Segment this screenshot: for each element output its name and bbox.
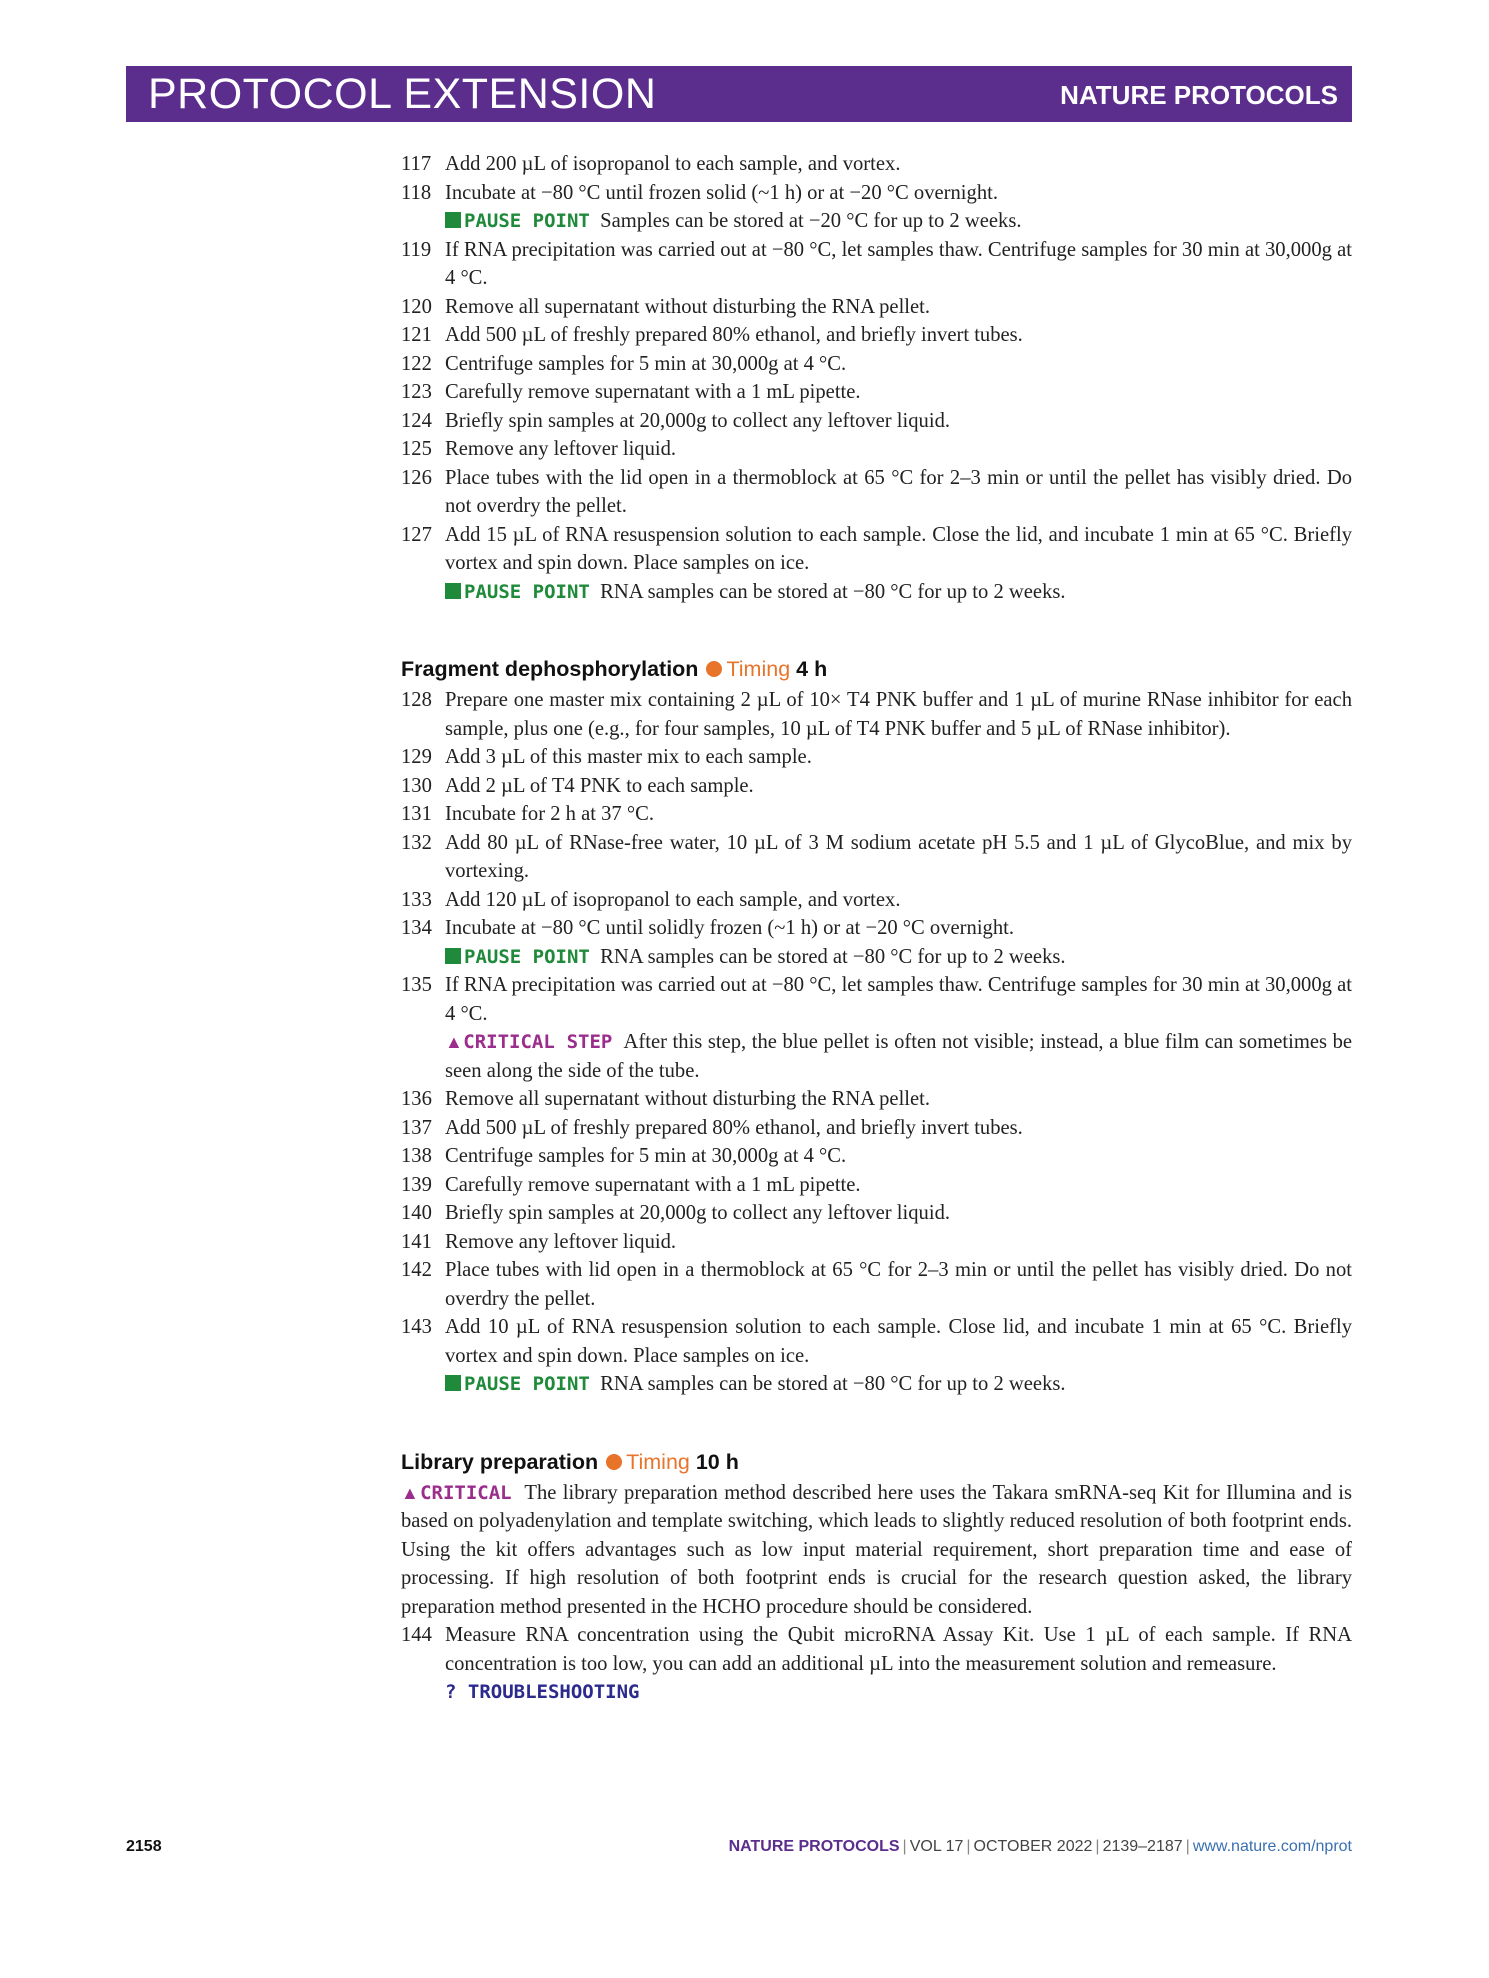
protocol-step xyxy=(401,914,1352,943)
header-banner xyxy=(126,66,1352,122)
step-text: Centrifuge samples for 5 min at 30,000g at 4 °C. xyxy=(445,352,847,375)
step-number: 137 xyxy=(401,1116,432,1139)
step-text: Add 200 µL of isopropanol to each sample, and vortex. xyxy=(445,153,901,175)
triangle-warning-icon: ▲ xyxy=(401,1482,421,1503)
protocol-step xyxy=(401,521,1352,578)
timing-dot-icon xyxy=(606,1454,622,1470)
protocol-step xyxy=(401,743,1352,772)
step-number: 119 xyxy=(401,238,432,261)
pause-square-icon xyxy=(445,583,461,599)
step-text: Measure RNA concentration using the Qubit microRNA Assay Kit. Use 1 µL of each sample. If RNA concentration is too low, you can add an additional µL into the measurement solution and remeasure. xyxy=(445,1624,1352,1675)
step-text: Add 500 µL of freshly prepared 80% ethanol, and briefly invert tubes. xyxy=(445,1116,1023,1139)
steps-128-134 xyxy=(401,686,1352,943)
step-number: 132 xyxy=(401,831,432,854)
step-text: If RNA precipitation was carried out at −80 °C, let samples thaw. Centrifuge samples for 30 min at 30,000g at 4 °C. xyxy=(445,974,1352,1025)
step-number: 142 xyxy=(401,1259,432,1281)
protocol-step xyxy=(401,1085,1352,1114)
step-text: Remove all supernatant without disturbing the RNA pellet. xyxy=(445,295,931,318)
step-number: 133 xyxy=(401,888,432,911)
step-text: Incubate for 2 h at 37 °C. xyxy=(445,803,654,825)
step-number: 118 xyxy=(401,181,432,204)
timing-dot-icon xyxy=(706,661,722,677)
steps-136-143 xyxy=(401,1085,1352,1370)
step-number: 126 xyxy=(401,466,432,489)
step-text: Place tubes with the lid open in a thermoblock at 65 °C for 2–3 min or until the pellet has visibly dried. Do not overdry the pellet. xyxy=(445,466,1352,517)
step-number: 124 xyxy=(401,409,432,432)
timing-value: 10 h xyxy=(695,1449,739,1474)
protocol-step xyxy=(401,829,1352,886)
journal-name: NATURE PROTOCOLS xyxy=(1060,80,1338,110)
step-text: Remove any leftover liquid. xyxy=(445,1230,677,1253)
step-number: 123 xyxy=(401,381,432,403)
step-number: 128 xyxy=(401,689,432,711)
critical-label: CRITICAL xyxy=(420,1481,512,1504)
steps-117-118 xyxy=(401,150,1352,207)
step-number: 139 xyxy=(401,1173,432,1196)
step-text: Remove all supernatant without disturbing the RNA pellet. xyxy=(445,1088,931,1110)
protocol-step xyxy=(401,800,1352,829)
section-heading-library-preparation xyxy=(401,1447,1352,1477)
protocol-step xyxy=(401,886,1352,915)
pause-square-icon xyxy=(445,1375,461,1391)
step-text: Incubate at −80 °C until frozen solid (~1 h) or at −20 °C overnight. xyxy=(445,181,998,204)
step-text: Add 80 µL of RNase-free water, 10 µL of 3 M sodium acetate pH 5.5 and 1 µL of GlycoBlue, and mix by vortexing. xyxy=(445,831,1352,882)
step-text: Prepare one master mix containing 2 µL of 10× T4 PNK buffer and 1 µL of murine RNase inhibitor for each sample, plus one (e.g., for four samples, 10 µL of T4 PNK buffer and 5 µL of RNase inhibitor). xyxy=(445,689,1352,740)
footer-pages: 2139–2187 xyxy=(1102,1838,1183,1855)
step-number: 125 xyxy=(401,438,432,460)
step-number: 138 xyxy=(401,1145,432,1167)
step-text: Add 15 µL of RNA resuspension solution to each sample. Close the lid, and incubate 1 min at 65 °C. Briefly vortex and spin down. Place samples on ice. xyxy=(445,523,1352,574)
protocol-step xyxy=(401,378,1352,407)
footer-date: OCTOBER 2022 xyxy=(973,1838,1093,1855)
pause-point-note xyxy=(401,943,1352,972)
protocol-step xyxy=(401,1228,1352,1257)
protocol-content xyxy=(401,150,1352,1707)
triangle-warning-icon: ▲ xyxy=(445,1032,464,1052)
step-text: Briefly spin samples at 20,000g to collect any leftover liquid. xyxy=(445,409,951,432)
step-text: Add 3 µL of this master mix to each sample. xyxy=(445,746,812,768)
pause-point-text: RNA samples can be stored at −80 °C for up to 2 weeks. xyxy=(600,945,1066,968)
step-number: 117 xyxy=(401,153,432,175)
timing-label: Timing xyxy=(626,1449,690,1474)
pause-point-text: Samples can be stored at −20 °C for up to 2 weeks. xyxy=(600,210,1022,232)
protocol-step xyxy=(401,1621,1352,1678)
protocol-step xyxy=(401,1256,1352,1313)
protocol-step xyxy=(401,772,1352,801)
protocol-step xyxy=(401,293,1352,322)
pause-square-icon xyxy=(445,212,461,228)
step-text: Carefully remove supernatant with a 1 mL pipette. xyxy=(445,1173,861,1196)
section-title: Library preparation xyxy=(401,1449,599,1474)
footer-separator: | xyxy=(902,1838,907,1855)
protocol-step xyxy=(401,1199,1352,1228)
protocol-step xyxy=(401,1313,1352,1370)
footer-journal: NATURE PROTOCOLS xyxy=(728,1838,900,1855)
step-number: 143 xyxy=(401,1316,432,1338)
troubleshooting-note xyxy=(401,1678,1352,1707)
protocol-step xyxy=(401,464,1352,521)
footer-separator: | xyxy=(966,1838,971,1855)
critical-note xyxy=(401,1479,1352,1622)
step-text: Add 2 µL of T4 PNK to each sample. xyxy=(445,774,754,797)
step-number: 121 xyxy=(401,324,432,346)
troubleshooting-link[interactable]: ? TROUBLESHOOTING xyxy=(445,1681,640,1703)
step-text: Briefly spin samples at 20,000g to collect any leftover liquid. xyxy=(445,1202,951,1224)
step-number: 134 xyxy=(401,917,432,939)
step-text: Carefully remove supernatant with a 1 mL pipette. xyxy=(445,381,861,403)
protocol-step xyxy=(401,1114,1352,1143)
pause-point-label: PAUSE POINT xyxy=(464,945,590,968)
timing-label: Timing xyxy=(726,657,791,681)
protocol-step xyxy=(401,1171,1352,1200)
step-number: 136 xyxy=(401,1088,432,1110)
step-number: 127 xyxy=(401,523,432,546)
pause-square-icon xyxy=(445,948,461,964)
protocol-step xyxy=(401,1142,1352,1171)
steps-119-127 xyxy=(401,236,1352,578)
step-number: 130 xyxy=(401,774,432,797)
step-number: 122 xyxy=(401,352,432,375)
step-text: Add 10 µL of RNA resuspension solution to each sample. Close lid, and incubate 1 min at 65 °C. Briefly vortex and spin down. Place samples on ice. xyxy=(445,1316,1352,1367)
protocol-step xyxy=(401,236,1352,293)
step-text: Incubate at −80 °C until solidly frozen (~1 h) or at −20 °C overnight. xyxy=(445,917,1015,939)
protocol-step xyxy=(401,686,1352,743)
step-text: Remove any leftover liquid. xyxy=(445,438,677,460)
timing-value: 4 h xyxy=(796,657,828,681)
step-number: 129 xyxy=(401,746,432,768)
protocol-step xyxy=(401,350,1352,379)
protocol-step xyxy=(401,435,1352,464)
step-number: 131 xyxy=(401,803,432,825)
step-number: 120 xyxy=(401,295,432,318)
step-number: 140 xyxy=(401,1202,432,1224)
critical-step-text: After this step, the blue pellet is often not visible; instead, a blue film can sometimes be seen along the side of the tube. xyxy=(445,1031,1353,1082)
pause-point-label: PAUSE POINT xyxy=(464,210,590,232)
protocol-step xyxy=(401,150,1352,179)
step-number: 135 xyxy=(401,974,432,996)
footer-url-link[interactable]: www.nature.com/nprot xyxy=(1192,1838,1352,1855)
step-text: Centrifuge samples for 5 min at 30,000g at 4 °C. xyxy=(445,1145,847,1167)
footer-citation xyxy=(729,1838,1352,1856)
pause-point-note xyxy=(401,578,1352,607)
pause-point-note xyxy=(401,1370,1352,1399)
section-title: Fragment dephosphorylation xyxy=(401,657,699,681)
protocol-step xyxy=(401,407,1352,436)
protocol-step xyxy=(401,971,1352,1028)
section-heading-dephosphorylation xyxy=(401,654,1352,684)
footer-separator: | xyxy=(1185,1838,1190,1855)
pause-point-label: PAUSE POINT xyxy=(464,1373,590,1395)
pause-point-text: RNA samples can be stored at −80 °C for up to 2 weeks. xyxy=(600,1373,1066,1395)
step-text: If RNA precipitation was carried out at −80 °C, let samples thaw. Centrifuge samples for 30 min at 30,000g at 4 °C. xyxy=(445,238,1352,289)
step-number: 144 xyxy=(401,1624,432,1646)
step-text: Add 120 µL of isopropanol to each sample, and vortex. xyxy=(445,888,901,911)
step-text: Add 500 µL of freshly prepared 80% ethanol, and briefly invert tubes. xyxy=(445,324,1023,346)
step-text: Place tubes with lid open in a thermoblock at 65 °C for 2–3 min or until the pellet has visibly dried. Do not overdry the pellet. xyxy=(445,1259,1352,1310)
footer-separator: | xyxy=(1095,1838,1100,1855)
critical-step-note xyxy=(401,1028,1352,1085)
footer-volume: VOL 17 xyxy=(909,1838,964,1855)
critical-text: The library preparation method described here uses the Takara smRNA-seq Kit for Illumina and is based on polyadenylation and template switching, which leads to slightly reduced resolution of both footprint ends. Using the kit offers advantages such as low input material requirement, short preparation time and ease of processing. If high resolution of both footprint ends is crucial for the research question asked, the library preparation method presented in the HCHO procedure should be considered. xyxy=(401,1481,1352,1618)
pause-point-text: RNA samples can be stored at −80 °C for up to 2 weeks. xyxy=(600,580,1066,603)
pause-point-note xyxy=(401,207,1352,236)
section-type-label: PROTOCOL EXTENSION xyxy=(148,70,657,118)
page-number: 2158 xyxy=(126,1838,162,1855)
step-number: 141 xyxy=(401,1230,432,1253)
pause-point-label: PAUSE POINT xyxy=(464,580,590,603)
protocol-step xyxy=(401,179,1352,208)
protocol-step xyxy=(401,321,1352,350)
critical-step-label: CRITICAL STEP xyxy=(463,1031,613,1053)
